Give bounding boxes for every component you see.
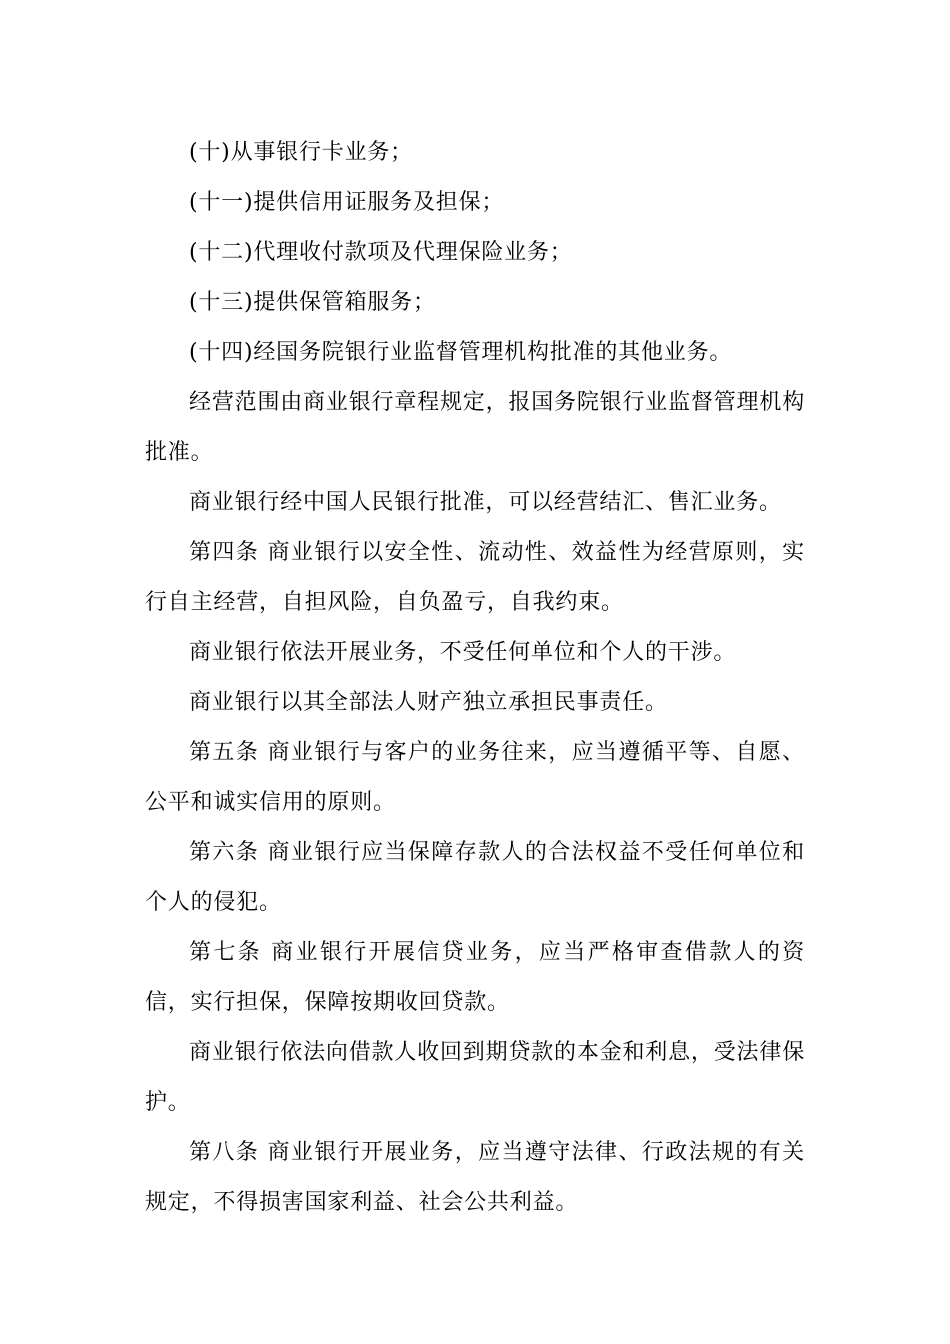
paragraph-article-7: 第七条 商业银行开展信贷业务，应当严格审查借款人的资信，实行担保，保障按期收回贷款。	[145, 940, 805, 1015]
paragraph-forex: 商业银行经中国人民银行批准，可以经营结汇、售汇业务。	[189, 490, 782, 515]
paragraph-no-interference: 商业银行依法开展业务，不受任何单位和个人的干涉。	[189, 640, 737, 665]
paragraph-item-13: (十三)提供保管箱服务；	[189, 290, 436, 315]
paragraph-article-4: 第四条 商业银行以安全性、流动性、效益性为经营原则，实行自主经营，自担风险，自负盈亏，自我约束。	[145, 540, 805, 615]
paragraph-item-11: (十一)提供信用证服务及担保；	[189, 190, 505, 215]
paragraph-article-6: 第六条 商业银行应当保障存款人的合法权益不受任何单位和个人的侵犯。	[145, 840, 805, 915]
paragraph-item-14: (十四)经国务院银行业监督管理机构批准的其他业务。	[189, 340, 733, 365]
paragraph-item-10: (十)从事银行卡业务；	[189, 140, 413, 165]
paragraph-article-5: 第五条 商业银行与客户的业务往来，应当遵循平等、自愿、公平和诚实信用的原则。	[145, 740, 805, 815]
paragraph-article-8: 第八条 商业银行开展业务，应当遵守法律、行政法规的有关规定，不得损害国家利益、社会公共利益。	[145, 1140, 805, 1215]
paragraph-business-scope: 经营范围由商业银行章程规定，报国务院银行业监督管理机构批准。	[145, 390, 805, 465]
document-body	[145, 128, 805, 1228]
paragraph-loan-recovery: 商业银行依法向借款人收回到期贷款的本金和利息，受法律保护。	[145, 1040, 805, 1115]
paragraph-civil-liability: 商业银行以其全部法人财产独立承担民事责任。	[189, 690, 668, 715]
paragraph-item-12: (十二)代理收付款项及代理保险业务；	[189, 240, 573, 265]
